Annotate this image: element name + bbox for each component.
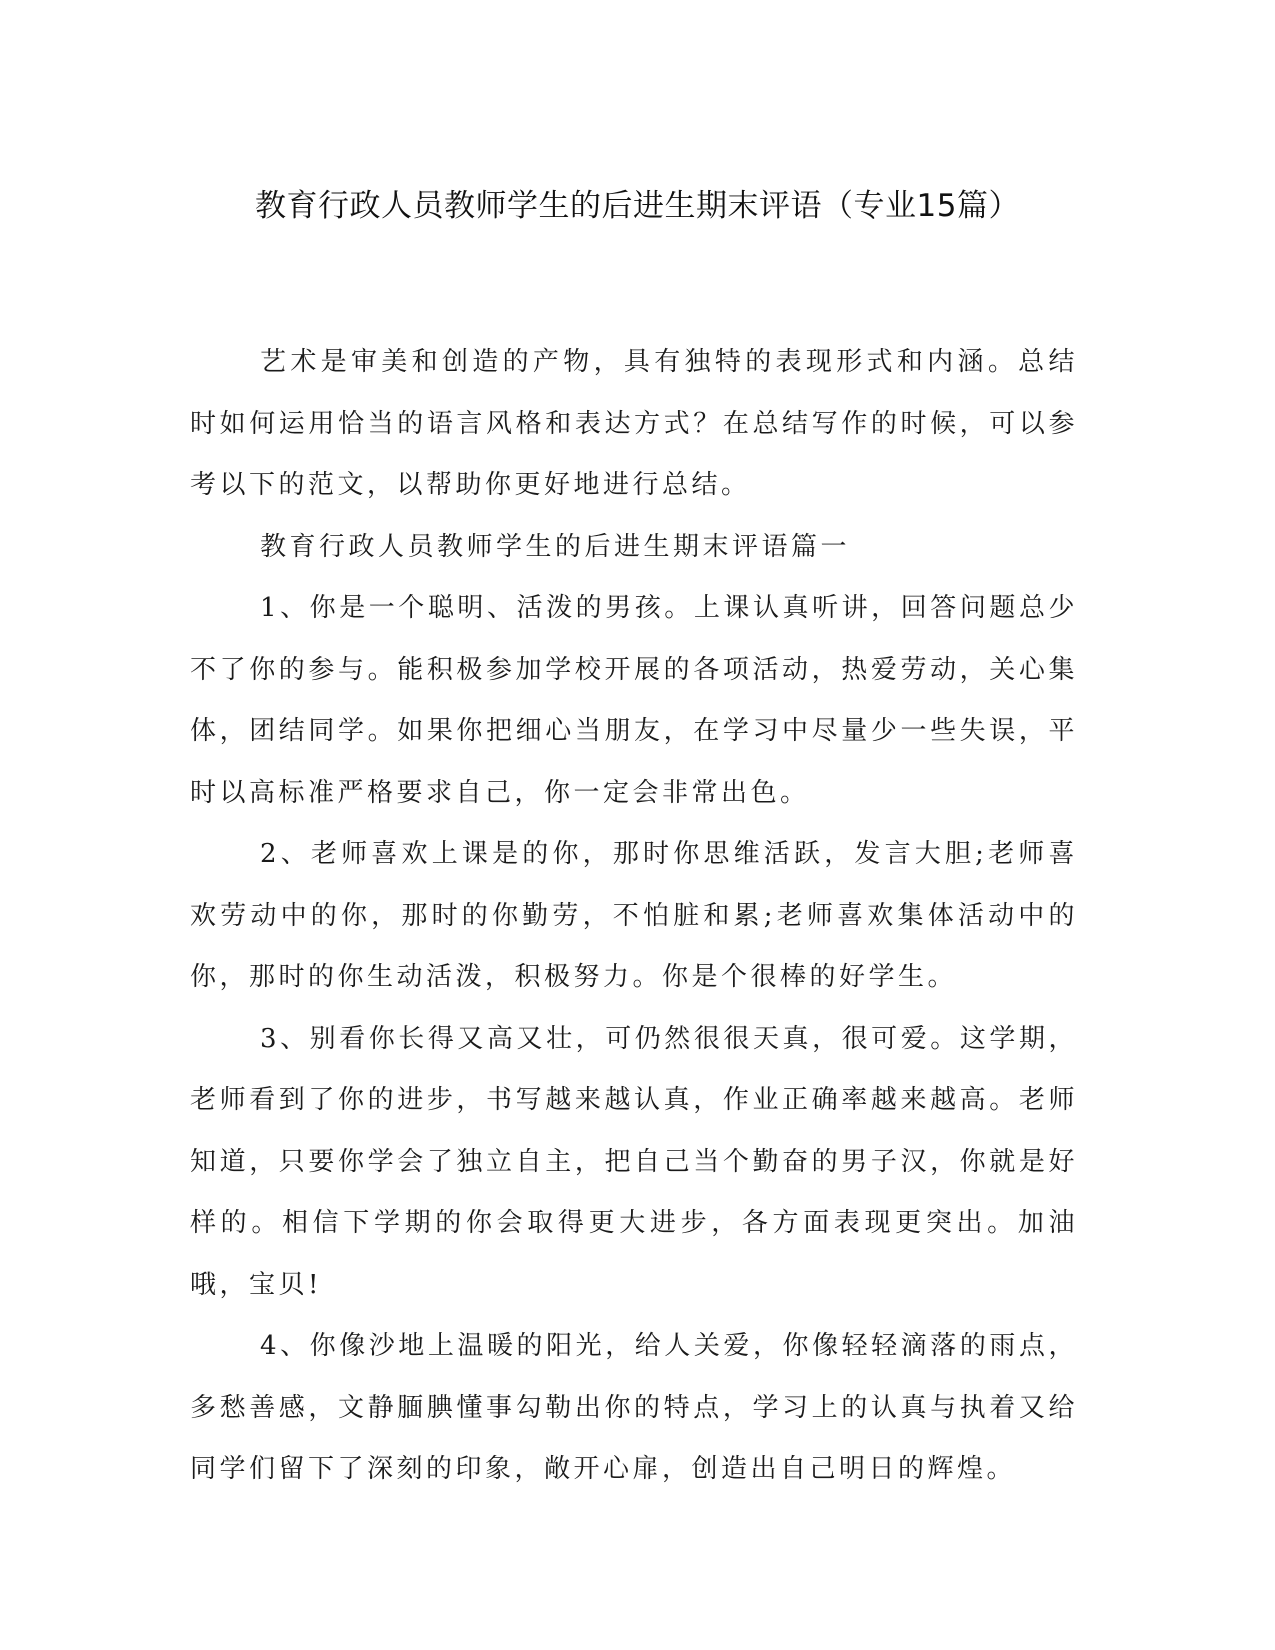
comment-paragraph: 1、你是一个聪明、活泼的男孩。上课认真听讲，回答问题总少不了你的参与。能积极参加学校开展的各项活动，热爱劳动，关心集体，团结同学。如果你把细心当朋友，在学习中尽量少一些失误，平时以高标准严格要求自己，你一定会非常出色。 — [190, 593, 1078, 808]
comment-paragraph: 3、别看你长得又高又壮，可仍然很很天真，很可爱。这学期，老师看到了你的进步，书写越来越认真，作业正确率越来越高。老师知道，只要你学会了独立自主，把自己当个勤奋的男子汉，你就是好样的。相信下学期的你会取得更大进步，各方面表现更突出。加油哦，宝贝! — [190, 1023, 1078, 1300]
intro-paragraph: 艺术是审美和创造的产物，具有独特的表现形式和内涵。总结时如何运用恰当的语言风格和表达方式？在总结写作的时候，可以参考以下的范文，以帮助你更好地进行总结。 — [190, 347, 1078, 500]
section-heading: 教育行政人员教师学生的后进生期末评语篇一 — [260, 531, 851, 562]
comment-paragraph: 2、老师喜欢上课是的你，那时你思维活跃，发言大胆;老师喜欢劳动中的你，那时的你勤劳，不怕脏和累;老师喜欢集体活动中的你，那时的你生动活泼，积极努力。你是个很棒的好学生。 — [190, 839, 1078, 992]
document-title: 教育行政人员教师学生的后进生期末评语（专业15篇） — [255, 188, 1020, 224]
document-body — [190, 332, 1078, 1501]
comment-paragraph: 4、你像沙地上温暖的阳光，给人关爱，你像轻轻滴落的雨点，多愁善感，文静腼腆懂事勾勒出你的特点，学习上的认真与执着又给同学们留下了深刻的印象，敞开心扉，创造出自己明日的辉煌。 — [190, 1331, 1078, 1484]
